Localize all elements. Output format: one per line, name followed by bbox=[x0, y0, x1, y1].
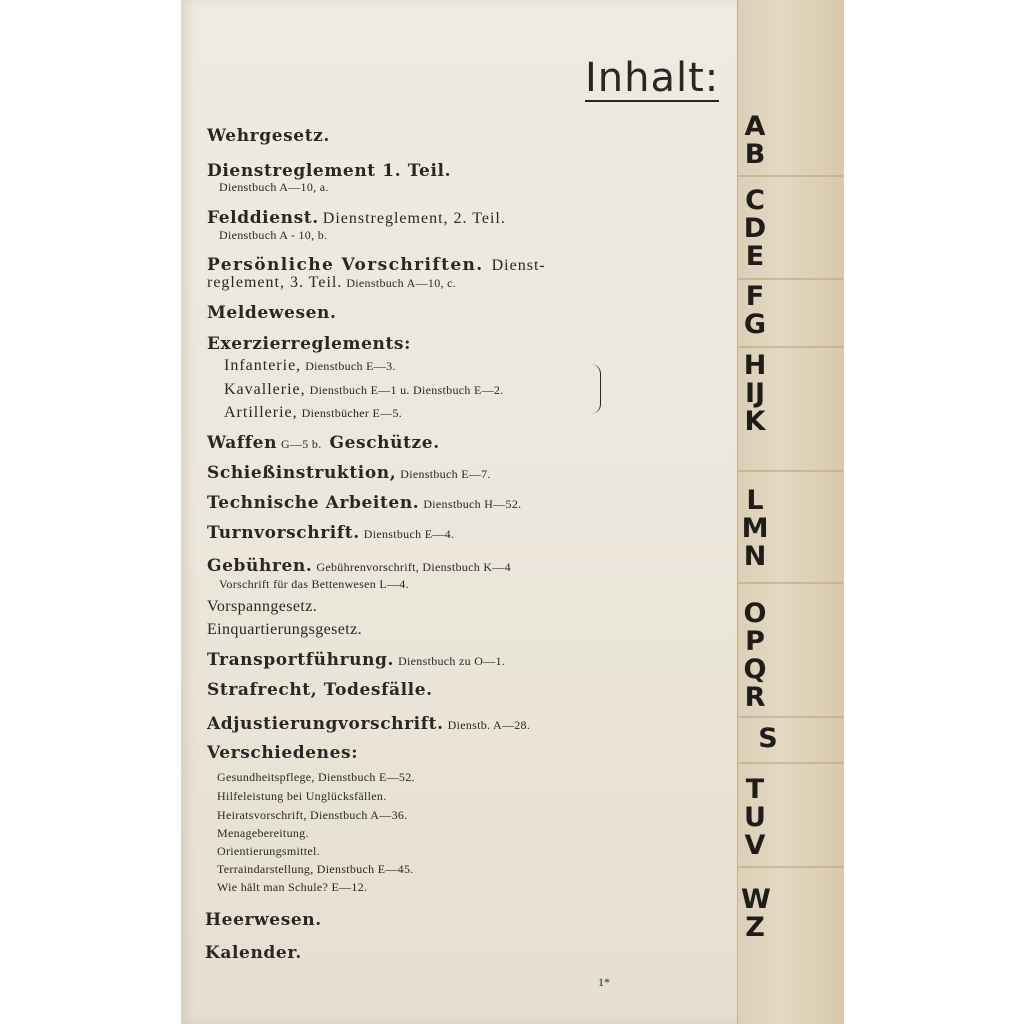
entry-dienstreglement-1: Dienstreglement 1. Teil. bbox=[207, 161, 452, 181]
entry-persoenlich-text2: reglement, 3. Teil. bbox=[207, 274, 343, 291]
tab-hijk[interactable]: HIJK bbox=[743, 350, 767, 437]
tab-divider bbox=[737, 175, 843, 177]
entry-gebuehren: Gebühren. Gebührenvorschrift, Dienstbuch K—4 bbox=[207, 556, 511, 576]
entry-technische-arbeiten: Technische Arbeiten. Dienstbuch H—52. bbox=[207, 493, 522, 513]
tab-divider bbox=[737, 582, 843, 584]
entry-felddienst-ref: Dienstbuch A - 10, b. bbox=[219, 228, 328, 242]
tab-fg[interactable]: FG bbox=[743, 281, 767, 340]
tab-cde[interactable]: CDE bbox=[743, 185, 767, 272]
verschiedenes-item: Orientierungsmittel. bbox=[217, 844, 320, 858]
tab-divider bbox=[737, 278, 843, 280]
entry-wehrgesetz: Wehrgesetz. bbox=[207, 126, 330, 146]
entry-transportfuehrung: Transportführung. Dienstbuch zu O—1. bbox=[207, 650, 506, 670]
entry-felddienst-head: Felddienst. bbox=[207, 208, 319, 228]
verschiedenes-item: Terraindarstellung, Dienstbuch E—45. bbox=[217, 862, 414, 876]
entry-felddienst-text: Dienstreglement, 2. Teil. bbox=[322, 210, 506, 227]
bracket bbox=[590, 364, 601, 414]
entry-persoenlich bbox=[207, 255, 546, 275]
entry-kalender: Kalender. bbox=[205, 943, 302, 963]
entry-verschiedenes: Verschiedenes: bbox=[207, 743, 359, 763]
entry-persoenlich-text1: Dienst- bbox=[491, 257, 546, 274]
tab-divider bbox=[737, 470, 843, 472]
exerzier-item: Infanterie, Dienstbuch E—3. bbox=[224, 357, 396, 374]
page-number: 1* bbox=[598, 975, 610, 989]
entry-exerzierreglements: Exerzierreglements: bbox=[207, 334, 411, 354]
entry-waffen: Waffen G—5 b. Geschütze. bbox=[207, 433, 440, 453]
entry-meldewesen: Meldewesen. bbox=[207, 303, 337, 323]
verschiedenes-item: Heiratsvorschrift, Dienstbuch A—36. bbox=[217, 808, 408, 822]
entry-einquartierungsgesetz: Einquartierungsgesetz. bbox=[207, 621, 362, 638]
entry-heerwesen: Heerwesen. bbox=[205, 910, 322, 930]
entry-vorspanngesetz: Vorspanngesetz. bbox=[207, 598, 318, 615]
verschiedenes-item: Wie hält man Schule? E—12. bbox=[217, 880, 368, 894]
entry-turnvorschrift: Turnvorschrift. Dienstbuch E—4. bbox=[207, 523, 455, 543]
tab-lmn[interactable]: LMN bbox=[741, 485, 769, 572]
tab-s[interactable]: S bbox=[758, 723, 778, 754]
tab-wz[interactable]: WZ bbox=[741, 884, 771, 943]
tab-divider bbox=[737, 346, 843, 348]
entry-dienstreglement-1-ref: Dienstbuch A—10, a. bbox=[219, 180, 329, 194]
tab-opqr[interactable]: OPQR bbox=[743, 598, 767, 713]
entry-persoenlich-head: Persönliche Vorschriften. bbox=[207, 255, 484, 275]
entry-schiessinstruktion: Schießinstruktion, Dienstbuch E—7. bbox=[207, 463, 491, 483]
entry-strafrecht: Strafrecht, Todesfälle. bbox=[207, 680, 433, 700]
verschiedenes-item: Gesundheitspflege, Dienstbuch E—52. bbox=[217, 770, 415, 784]
tab-divider bbox=[737, 866, 843, 868]
entry-persoenlich-ref: Dienstbuch A—10, c. bbox=[346, 276, 457, 290]
entry-adjustierungvorschrift: Adjustierungvorschrift. Dienstb. A—28. bbox=[207, 714, 531, 734]
exerzier-item: Kavallerie, Dienstbuch E—1 u. Dienstbuch E—2. bbox=[224, 381, 504, 398]
verschiedenes-item: Menagebereitung. bbox=[217, 826, 309, 840]
tab-ab[interactable]: AB bbox=[744, 111, 766, 170]
entry-gebuehren-sub: Vorschrift für das Bettenwesen L—4. bbox=[219, 577, 409, 591]
exerzier-item: Artillerie, Dienstbücher E—5. bbox=[224, 404, 403, 421]
tab-divider bbox=[737, 762, 843, 764]
page-title: Inhalt: bbox=[585, 55, 720, 101]
entry-persoenlich-line2 bbox=[207, 274, 456, 292]
tab-divider bbox=[737, 716, 843, 718]
verschiedenes-item: Hilfeleistung bei Unglücksfällen. bbox=[217, 789, 387, 803]
entry-felddienst bbox=[207, 208, 506, 228]
tab-tuv[interactable]: TUV bbox=[744, 774, 766, 861]
